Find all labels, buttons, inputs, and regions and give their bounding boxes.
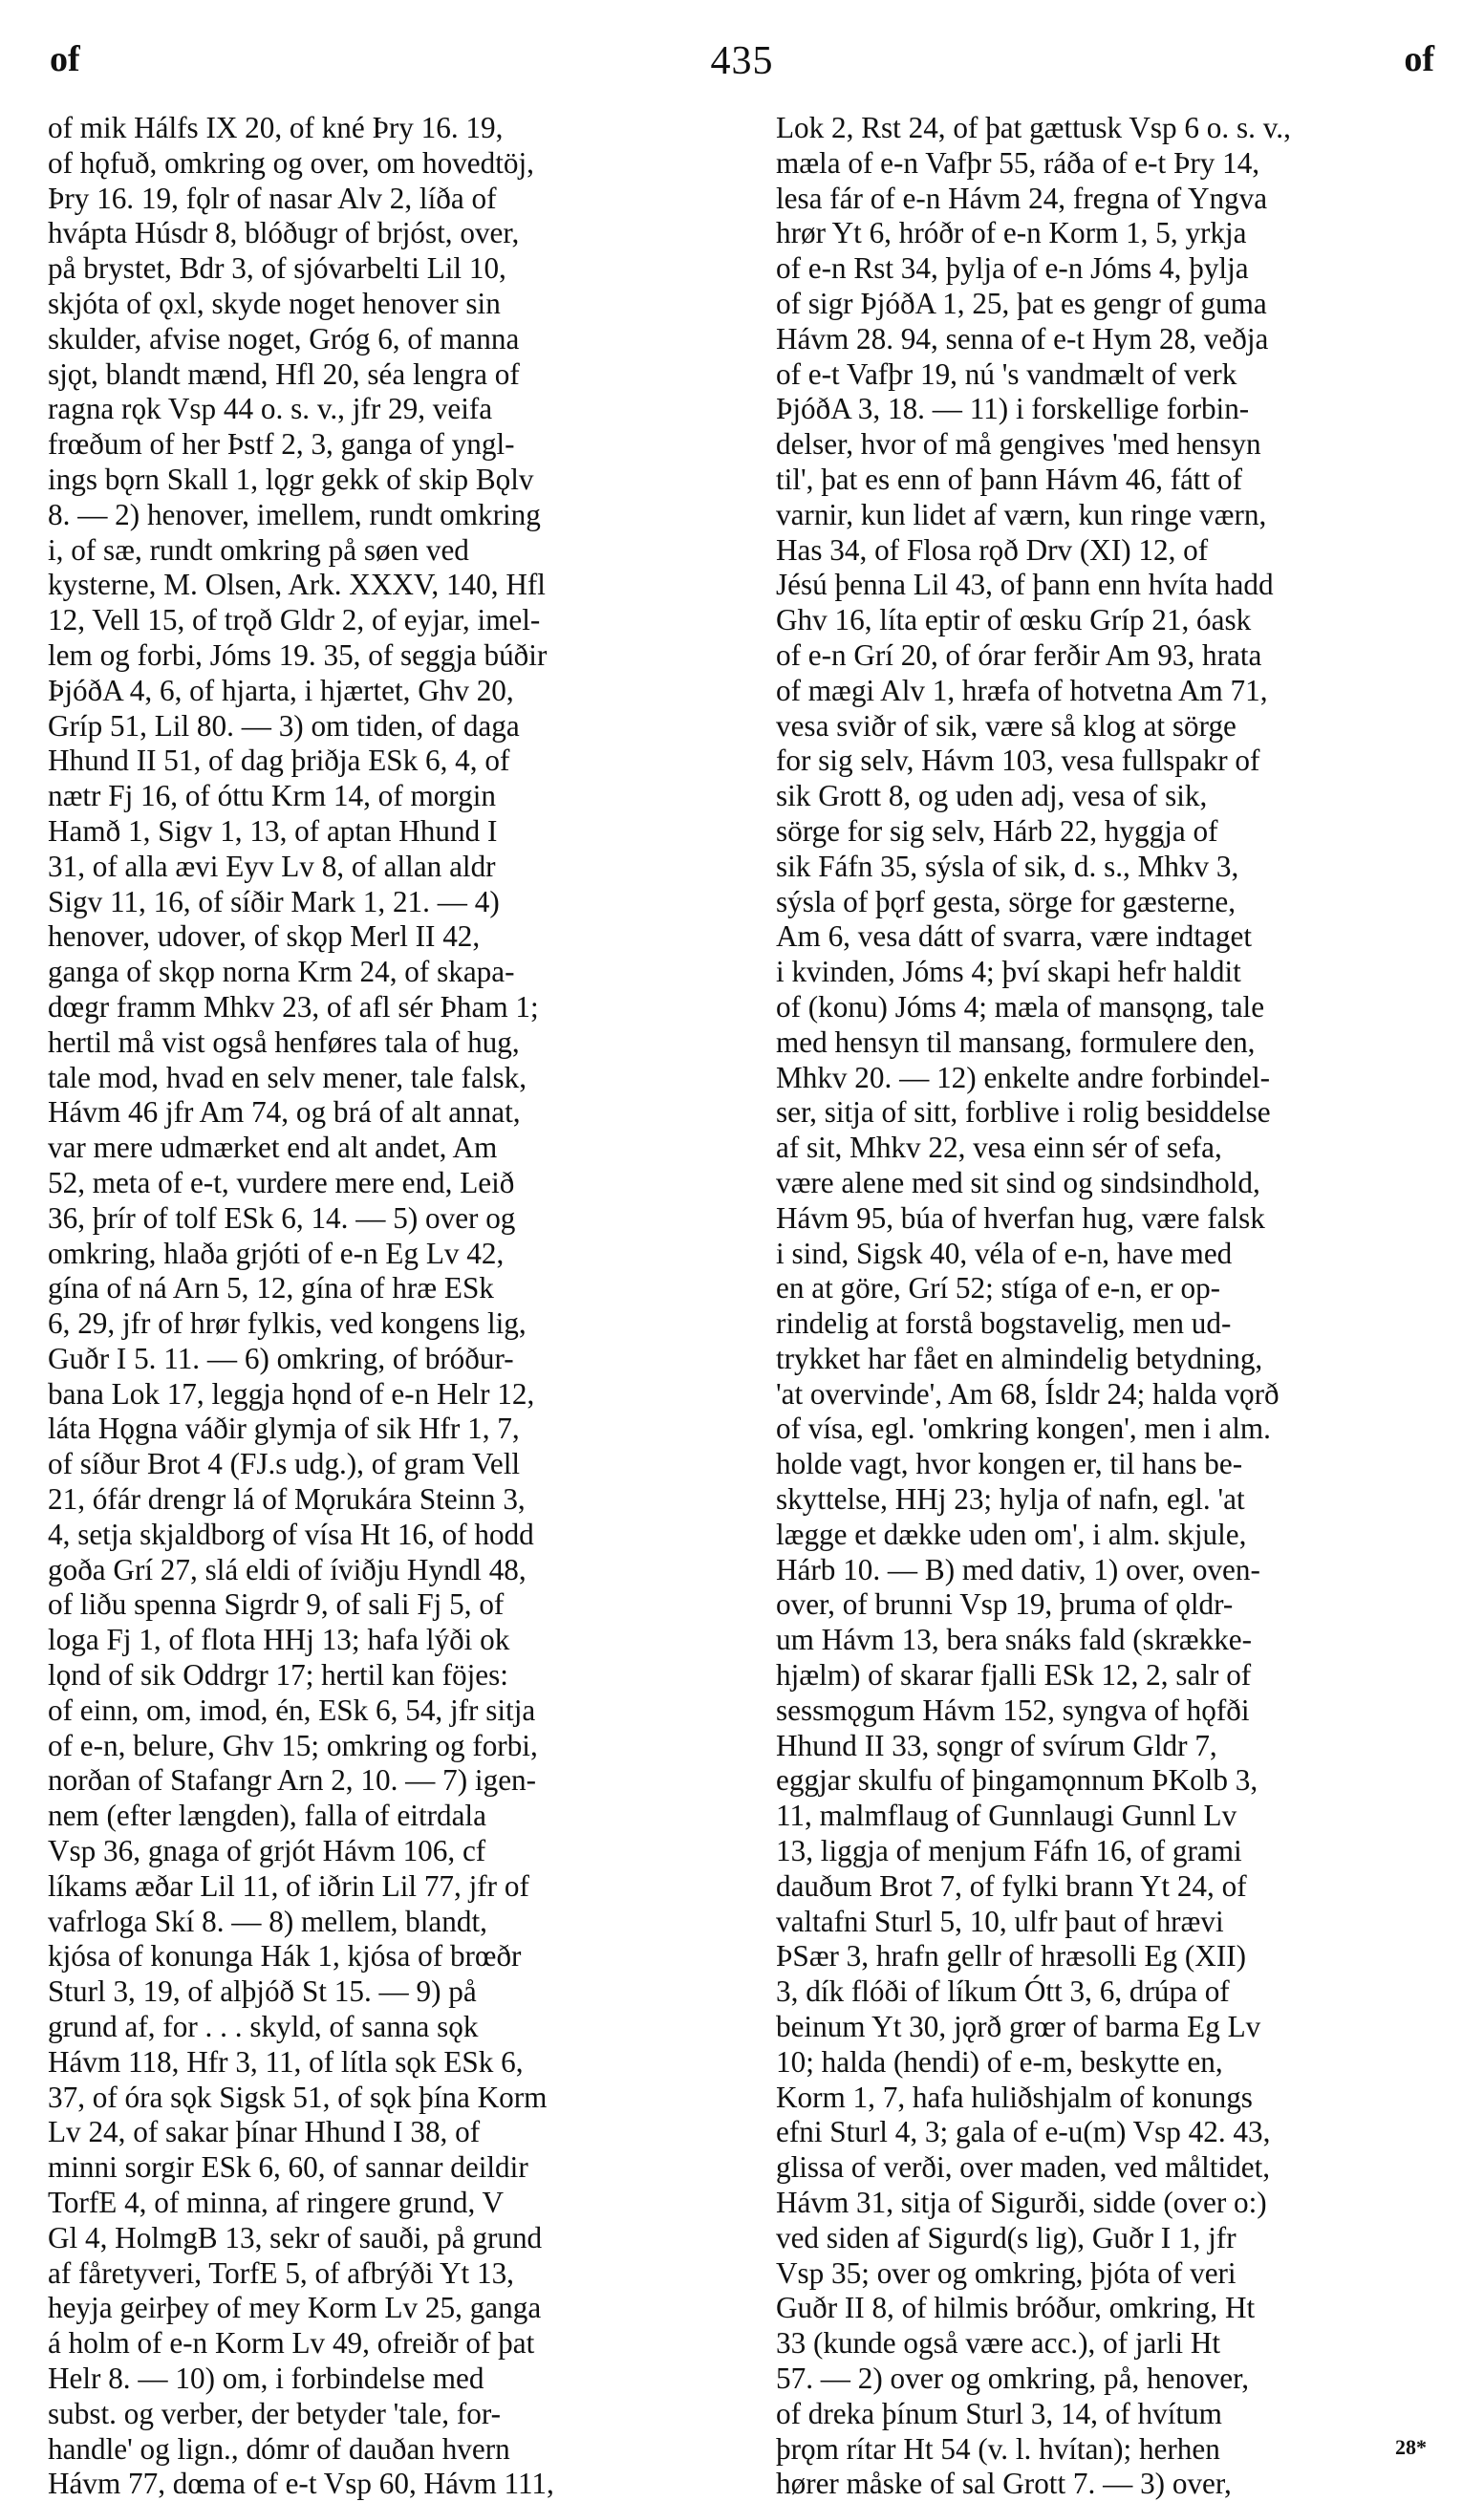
text-line: of e-n Rst 34, þylja of e-n Jóms 4, þylja [776, 251, 1249, 286]
text-line: kysterne, M. Olsen, Ark. XXXV, 140, Hfl [48, 568, 546, 602]
text-line: 3, dík flóði of líkum Ótt 3, 6, drúpa of [776, 1974, 1230, 2009]
text-line: Hávm 28. 94, senna of e-t Hym 28, veðja [776, 321, 1269, 356]
text-line: hører måske of sal Grott 7. — 3) over, [776, 2467, 1232, 2501]
text-line: Hávm 46 jfr Am 74, og brá of alt annat, [48, 1095, 521, 1130]
text-line: trykket har fået en almindelig betydning, [776, 1341, 1263, 1375]
text-line: sik Fáfn 35, sýsla of sik, d. s., Mhkv 3, [776, 849, 1239, 883]
text-line: være alene med sit sind og sindsindhold, [776, 1165, 1260, 1199]
text-line: i kvinden, Jóms 4; því skapi hefr haldit [776, 955, 1241, 989]
text-line: Gríp 51, Lil 80. — 3) om tiden, of daga [48, 708, 520, 743]
text-line: heyja geirþey of mey Korm Lv 25, ganga [48, 2291, 542, 2325]
text-line: kjósa of konunga Hák 1, kjósa of brœðr [48, 1939, 522, 1974]
text-line: dauðum Brot 7, of fylki brann Yt 24, of [776, 1868, 1247, 1903]
text-line: 57. — 2) over og omkring, på, henover, [776, 2362, 1250, 2395]
text-line: ings bǫrn Skall 1, lǫgr gekk of skip Bǫlv [48, 462, 534, 496]
right-column [776, 111, 1451, 2502]
text-line: af fåretyveri, TorfE 5, of afbrýði Yt 13, [48, 2255, 514, 2290]
text-line: of e-n, belure, Ghv 15; omkring og forbi, [48, 1728, 538, 1762]
text-line: i sind, Sigsk 40, véla of e-n, have med [776, 1236, 1233, 1270]
text-line: tale mod, hvad en selv mener, tale falsk, [48, 1060, 527, 1094]
text-line: lǫnd of sik Oddrgr 17; hertil kan föjes: [48, 1658, 508, 1693]
text-line: ser, sitja of sitt, forblive i rolig besiddelse [776, 1095, 1271, 1130]
text-line: 11, malmflaug of Gunnlaugi Gunnl Lv [776, 1799, 1237, 1833]
text-line: mæla of e-n Vafþr 55, ráða of e-t Þry 14, [776, 145, 1260, 180]
text-line: vafrloga Skí 8. — 8) mellem, blandt, [48, 1904, 487, 1938]
text-line: 21, ófár drengr lá of Mǫrukára Steinn 3, [48, 1482, 526, 1517]
text-line: TorfE 4, of minna, af ringere grund, V [48, 2186, 505, 2220]
text-line: Guðr I 5. 11. — 6) omkring, of bróður- [48, 1341, 514, 1375]
text-line: 37, of óra sǫk Sigsk 51, of sǫk þína Korm [48, 2080, 548, 2114]
text-line: lægge et dække uden om', i alm. skjule, [776, 1517, 1247, 1551]
text-line: sjǫt, blandt mænd, Hfl 20, séa lengra of [48, 356, 520, 391]
text-line: ÞjóðA 4, 6, of hjarta, i hjærtet, Ghv 20, [48, 673, 514, 707]
text-line: omkring, hlaða grjóti of e-n Eg Lv 42, [48, 1236, 505, 1270]
left-column [48, 111, 722, 2502]
text-line: delser, hvor of må gengives 'med hensyn [776, 427, 1261, 462]
text-line: 52, meta of e-t, vurdere mere end, Leið [48, 1165, 515, 1199]
text-line: hjælm) of skarar fjalli ESk 12, 2, salr of [776, 1658, 1252, 1693]
text-line: of dreka þínum Sturl 3, 14, of hvítum [776, 2396, 1222, 2430]
text-line: til', þat es enn of þann Hávm 46, fátt of [776, 462, 1243, 496]
text-line: af sit, Mhkv 22, vesa einn sér of sefa, [776, 1131, 1222, 1165]
text-line: sörge for sig selv, Hárb 22, hyggja of [776, 813, 1218, 848]
text-line: hrør Yt 6, hróðr of e-n Korm 1, 5, yrkja [776, 216, 1247, 250]
text-line: beinum Yt 30, jǫrð grœr of barma Eg Lv [776, 2010, 1261, 2044]
text-line: goða Grí 27, slá eldi of íviðju Hyndl 48, [48, 1552, 527, 1586]
text-line: 33 (kunde også være acc.), of jarli Ht [776, 2326, 1221, 2361]
text-line: Hhund II 33, sǫngr of svírum Gldr 7, [776, 1728, 1217, 1762]
text-line: Vsp 36, gnaga of grjót Hávm 106, cf [48, 1834, 486, 1868]
text-line: bana Lok 17, leggja hǫnd of e-n Helr 12, [48, 1376, 535, 1411]
text-line: 6, 29, jfr of hrør fylkis, ved kongens lig, [48, 1306, 527, 1341]
text-line: ved siden af Sigurd(s lig), Guðr I 1, jfr [776, 2220, 1237, 2254]
text-line: med hensyn til mansang, formulere den, [776, 1025, 1256, 1059]
text-line: efni Sturl 4, 3; gala of e-u(m) Vsp 42. 43, [776, 2115, 1271, 2149]
text-line: of einn, om, imod, én, ESk 6, 54, jfr sitja [48, 1693, 536, 1727]
text-line: varnir, kun lidet af værn, kun ringe værn, [776, 497, 1267, 531]
text-line: Hamð 1, Sigv 1, 13, of aptan Hhund I [48, 813, 498, 848]
text-line: 12, Vell 15, of trǫð Gldr 2, of eyjar, imel- [48, 603, 541, 637]
text-line: Hhund II 51, of dag þriðja ESk 6, 4, of [48, 744, 510, 778]
text-line: vesa sviðr of sik, være så klog at sörge [776, 708, 1237, 743]
text-line: Hávm 95, búa of hverfan hug, være falsk [776, 1200, 1265, 1235]
text-line: skulder, afvise noget, Gróg 6, of manna [48, 321, 520, 356]
text-line: Sturl 3, 19, of alþjóð St 15. — 9) på [48, 1974, 477, 2009]
text-line: dœgr framm Mhkv 23, of afl sér Þham 1; [48, 989, 539, 1024]
text-line: 8. — 2) henover, imellem, rundt omkring [48, 497, 541, 531]
text-line: Vsp 35; over og omkring, þjóta of veri [776, 2255, 1237, 2290]
text-line: glissa of verði, over maden, ved måltidet, [776, 2150, 1271, 2185]
text-line: Korm 1, 7, hafa huliðshjalm of konungs [776, 2080, 1253, 2114]
text-line: ragna rǫk Vsp 44 o. s. v., jfr 29, veifa [48, 392, 493, 426]
text-line: norðan of Stafangr Arn 2, 10. — 7) igen- [48, 1763, 537, 1798]
text-line: Lok 2, Rst 24, of þat gættusk Vsp 6 o. s. v., [776, 111, 1291, 144]
text-line: nætr Fj 16, of óttu Krm 14, of morgin [48, 779, 496, 813]
text-line: of liðu spenna Sigrdr 9, of sali Fj 5, of [48, 1587, 505, 1622]
text-line: Guðr II 8, of hilmis bróður, omkring, Ht [776, 2291, 1256, 2325]
text-line: lesa fár of e-n Hávm 24, fregna of Yngva [776, 181, 1268, 215]
text-line: rindelig at forstå bogstavelig, men ud- [776, 1306, 1232, 1341]
running-head-left: of [50, 39, 80, 79]
text-line: Gl 4, HolmgB 13, sekr of sauði, på grund [48, 2220, 543, 2254]
text-line: þrǫm rítar Ht 54 (v. l. hvítan); herhen [776, 2431, 1220, 2466]
page-header [50, 38, 1434, 96]
text-line: i, of sæ, rundt omkring på søen ved [48, 532, 469, 567]
text-line: på brystet, Bdr 3, of sjóvarbelti Lil 10, [48, 251, 506, 286]
text-line: minni sorgir ESk 6, 60, of sannar deildir [48, 2150, 528, 2185]
text-line: 10; halda (hendi) of e-m, beskytte en, [776, 2044, 1223, 2079]
text-line: lem og forbi, Jóms 19. 35, of seggja búðir [48, 637, 548, 672]
text-line: Hárb 10. — B) med dativ, 1) over, oven- [776, 1552, 1260, 1586]
text-line: ganga of skǫp norna Krm 24, of skapa- [48, 955, 515, 989]
text-line: 31, of alla ævi Eyv Lv 8, of allan aldr [48, 849, 496, 883]
text-line: skjóta of ǫxl, skyde noget henover sin [48, 286, 501, 320]
text-line: of (konu) Jóms 4; mæla of mansǫng, tale [776, 989, 1265, 1024]
page-number: 435 [710, 39, 774, 83]
text-line: en at göre, Grí 52; stíga of e-n, er op- [776, 1271, 1221, 1305]
text-line: Hávm 118, Hfr 3, 11, of lítla sǫk ESk 6, [48, 2044, 524, 2079]
text-line: eggjar skulfu of þingamǫnnum ÞKolb 3, [776, 1763, 1258, 1798]
text-line: valtafni Sturl 5, 10, ulfr þaut of hrævi [776, 1904, 1224, 1938]
text-line: sýsla of þǫrf gesta, sörge for gæsterne, [776, 884, 1236, 918]
text-line: of e-t Vafþr 19, nú 's vandmælt of verk [776, 356, 1237, 391]
text-line: of sigr ÞjóðA 1, 25, þat es gengr of guma [776, 286, 1267, 320]
text-line: Mhkv 20. — 12) enkelte andre forbindel- [776, 1060, 1271, 1094]
text-line: líkams æðar Lil 11, of iðrin Lil 77, jfr of [48, 1868, 529, 1903]
text-line: Þry 16. 19, fǫlr of nasar Alv 2, líða of [48, 181, 497, 215]
text-line: Sigv 11, 16, of síðir Mark 1, 21. — 4) [48, 884, 500, 918]
text-line: henover, udover, of skǫp Merl II 42, [48, 919, 481, 954]
text-line: Lv 24, of sakar þínar Hhund I 38, of [48, 2115, 481, 2149]
text-line: nem (efter længden), falla of eitrdala [48, 1799, 486, 1833]
text-line: Has 34, of Flosa rǫð Drv (XI) 12, of [776, 532, 1209, 567]
text-line: Hávm 31, sitja of Sigurði, sidde (over o:) [776, 2186, 1267, 2220]
text-line: grund af, for . . . skyld, of sanna sǫk [48, 2010, 479, 2044]
text-line: Helr 8. — 10) om, i forbindelse med [48, 2362, 484, 2395]
text-line: subst. og verber, der betyder 'tale, for- [48, 2396, 501, 2430]
text-line: var mere udmærket end alt andet, Am [48, 1131, 498, 1165]
text-line: Hávm 77, dœma of e-t Vsp 60, Hávm 111, [48, 2467, 554, 2501]
text-line: of síður Brot 4 (FJ.s udg.), of gram Vell [48, 1447, 521, 1481]
text-line: of mik Hálfs IX 20, of kné Þry 16. 19, [48, 111, 504, 144]
text-line: of hǫfuð, omkring og over, om hovedtöj, [48, 145, 534, 180]
text-line: for sig selv, Hávm 103, vesa fullspakr of [776, 744, 1260, 778]
text-line: 13, liggja of menjum Fáfn 16, of grami [776, 1834, 1242, 1868]
running-head-right: of [1404, 39, 1434, 79]
text-line: of e-n Grí 20, of órar ferðir Am 93, hrata [776, 637, 1262, 672]
text-line: ÞjóðA 3, 18. — 11) i forskellige forbin- [776, 392, 1250, 426]
text-line: á holm of e-n Korm Lv 49, ofreiðr of þat [48, 2326, 535, 2361]
text-line: gína of ná Arn 5, 12, gína of hræ ESk [48, 1271, 494, 1305]
text-line: ÞSær 3, hrafn gellr of hræsolli Eg (XII) [776, 1939, 1246, 1974]
text-line: handle' og lign., dómr of dauðan hvern [48, 2431, 510, 2466]
text-line: hertil må vist også henføres tala of hug, [48, 1025, 520, 1059]
text-line: Jésú þenna Lil 43, of þann enn hvíta hadd [776, 568, 1274, 602]
text-line: of vísa, egl. 'omkring kongen', men i alm. [776, 1412, 1271, 1446]
text-line: 'at overvinde', Am 68, Ísldr 24; halda vǫrð [776, 1376, 1280, 1411]
text-line: loga Fj 1, of flota HHj 13; hafa lýði ok [48, 1623, 510, 1657]
text-line: 4, setja skjaldborg of vísa Ht 16, of hodd [48, 1517, 534, 1551]
text-line: um Hávm 13, bera snáks fald (skrække- [776, 1623, 1253, 1657]
text-line: hvápta Húsdr 8, blóðugr of brjóst, over, [48, 216, 520, 250]
text-line: láta Hǫgna váðir glymja of sik Hfr 1, 7, [48, 1412, 520, 1446]
signature-mark: 28* [1395, 2435, 1427, 2459]
text-line: holde vagt, hvor kongen er, til hans be- [776, 1447, 1243, 1481]
text-line: skyttelse, HHj 23; hylja of nafn, egl. 'at [776, 1482, 1245, 1517]
text-line: frœðum of her Þstf 2, 3, ganga of yngl- [48, 427, 515, 462]
text-line: of mægi Alv 1, hræfa of hotvetna Am 71, [776, 673, 1268, 707]
text-line: sessmǫgum Hávm 152, syngva of hǫfði [776, 1693, 1250, 1727]
text-line: sik Grott 8, og uden adj, vesa of sik, [776, 779, 1208, 813]
text-line: over, of brunni Vsp 19, þruma of ǫldr- [776, 1587, 1234, 1622]
text-line: 36, þrír of tolf ESk 6, 14. — 5) over og [48, 1200, 516, 1235]
text-line: Am 6, vesa dátt of svarra, være indtaget [776, 919, 1252, 954]
text-line: Ghv 16, líta eptir of œsku Gríp 21, óask [776, 603, 1252, 637]
